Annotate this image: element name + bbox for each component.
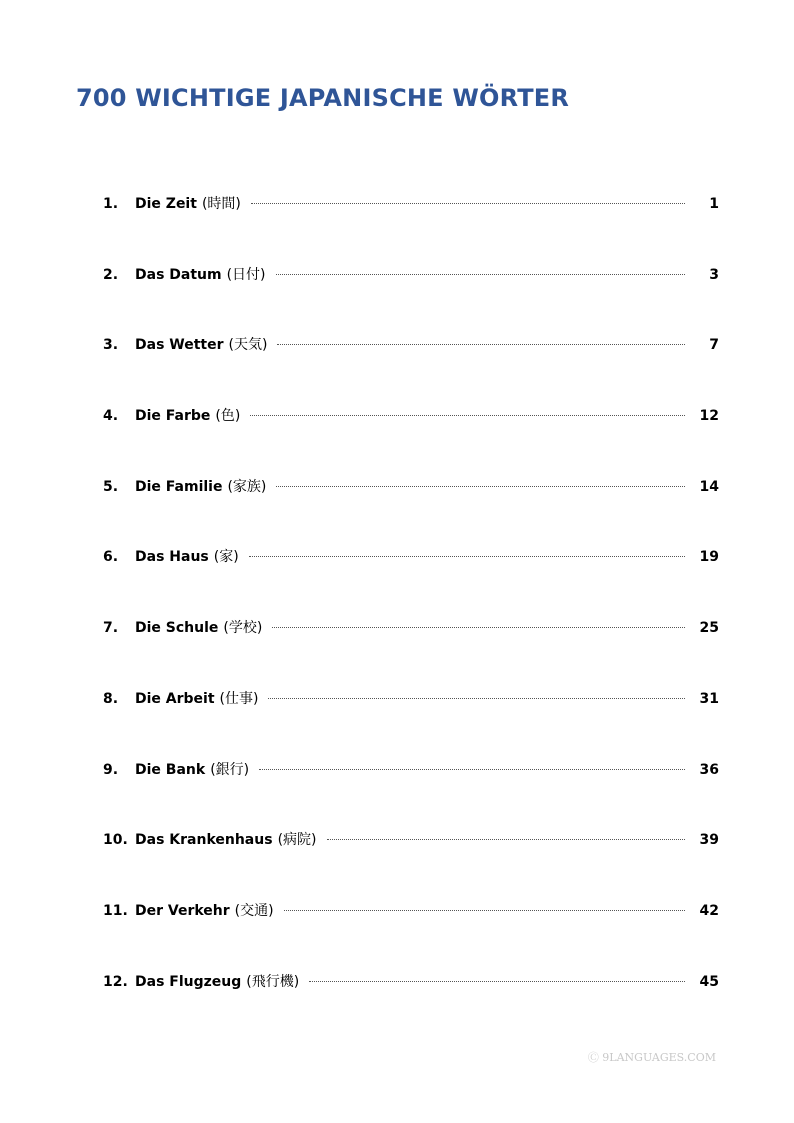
toc-entry[interactable] [103,332,719,403]
toc-dot-leader [259,769,685,770]
toc-entry[interactable] [103,827,719,898]
toc-dot-leader [251,203,685,204]
toc-entry[interactable] [103,898,719,969]
toc-entry[interactable] [103,544,719,615]
toc-dot-leader [276,274,685,275]
copyright-footer: Ⓒ 9LANGUAGES.COM [587,1051,716,1064]
toc-entry-page: 19 [699,549,719,566]
toc-dot-leader [327,839,686,840]
toc-entry-title: Das Wetter [135,337,224,354]
toc-entry[interactable] [103,686,719,757]
toc-dot-leader [268,698,685,699]
toc-dot-leader [276,486,685,487]
toc-entry-page: 36 [699,761,719,778]
toc-entry-page: 45 [699,973,719,990]
toc-entry-page: 42 [699,902,719,919]
toc-entry-number: 8. [103,690,119,707]
toc-entry-number: 7. [103,620,119,637]
toc-entry[interactable] [103,403,719,474]
toc-entry-title: Das Krankenhaus [135,832,273,849]
toc-entry[interactable] [103,757,719,828]
toc-dot-leader [272,627,685,628]
toc-entry-japanese: (学校) [223,620,263,637]
toc-entry-page: 39 [699,832,719,849]
table-of-contents [103,191,719,1039]
toc-entry[interactable] [103,474,719,545]
toc-entry-page: 31 [699,690,719,707]
toc-entry-page: 1 [709,196,719,212]
toc-entry-japanese: (交通) [234,902,274,919]
toc-entry-number: 2. [103,266,119,283]
toc-entry[interactable] [103,191,719,262]
toc-dot-leader [250,415,685,416]
toc-entry-japanese: (銀行) [210,761,250,778]
toc-entry-number: 3. [103,337,119,354]
toc-entry-title: Der Verkehr [135,902,230,919]
toc-entry-page: 7 [709,337,719,354]
toc-entry-number: 10. [103,832,128,849]
toc-entry[interactable] [103,969,719,1040]
toc-entry-title: Das Datum [135,266,222,283]
toc-entry-japanese: (色) [215,408,241,425]
toc-entry-page: 14 [699,478,719,495]
toc-entry-japanese: (飛行機) [246,973,300,990]
toc-entry-title: Die Farbe [135,408,211,425]
page-title: 700 WICHTIGE JAPANISCHE WÖRTER [76,84,570,112]
toc-dot-leader [249,556,685,557]
toc-entry-title: Die Zeit [135,196,197,212]
toc-entry[interactable] [103,262,719,333]
toc-entry-japanese: (病院) [277,832,317,849]
toc-entry[interactable] [103,615,719,686]
toc-dot-leader [284,910,685,911]
toc-entry-japanese: (家族) [227,478,267,495]
toc-entry-title: Die Familie [135,478,223,495]
toc-entry-japanese: (仕事) [219,690,259,707]
toc-entry-number: 9. [103,761,119,778]
toc-entry-number: 4. [103,408,119,425]
toc-entry-japanese: (天気) [228,337,268,354]
toc-entry-japanese: (家) [213,549,239,566]
toc-entry-number: 6. [103,549,119,566]
toc-entry-japanese: (時間) [201,196,241,212]
toc-dot-leader [309,981,685,982]
toc-entry-page: 25 [699,620,719,637]
toc-entry-title: Die Arbeit [135,690,215,707]
toc-entry-number: 11. [103,902,128,919]
toc-entry-page: 12 [699,408,719,425]
toc-entry-number: 5. [103,478,119,495]
toc-entry-title: Die Schule [135,620,219,637]
toc-entry-japanese: (日付) [226,266,266,283]
toc-dot-leader [277,344,685,345]
toc-entry-title: Das Haus [135,549,209,566]
toc-entry-page: 3 [709,266,719,283]
toc-entry-title: Das Flugzeug [135,973,242,990]
toc-entry-number: 1. [103,196,119,212]
toc-entry-number: 12. [103,973,128,990]
toc-entry-title: Die Bank [135,761,206,778]
